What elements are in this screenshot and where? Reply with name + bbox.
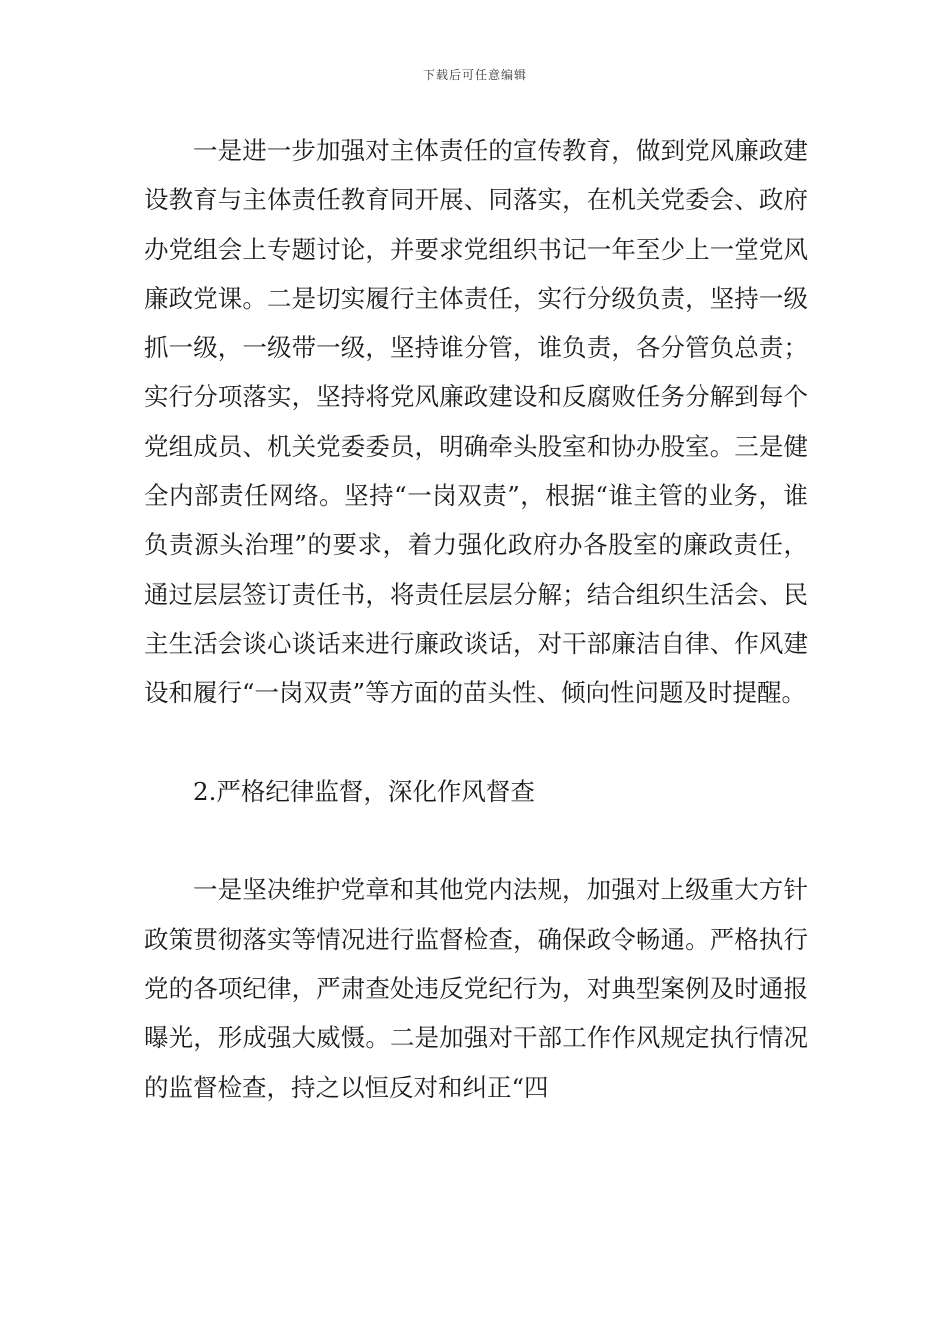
section-heading: 2.严格纪律监督，深化作风督查 — [193, 776, 535, 806]
paragraph-spacer — [144, 816, 808, 865]
paragraph-responsibility: 一是进一步加强对主体责任的宣传教育，做到党风廉政建设教育与主体责任教育同开展、同落实，在机关党委会、政府办党组会上专题讨论，并要求党组织书记一年至少上一堂党风廉政党课。二是切实履行主体责任，实行分级负责，坚持一级抓一级，一级带一级，坚持谁分管，谁负责，各分管负总责；实行分项落实，坚持将党风廉政建设和反腐败任务分解到每个党组成员、机关党委委员，明确牵头股室和协办股室。三是健全内部责任网络。坚持“一岗双责”，根据“谁主管的业务，谁负责源头治理”的要求，着力强化政府办各股室的廉政责任，通过层层签订责任书，将责任层层分解；结合组织生活会、民主生活会谈心谈话来进行廉政谈话，对干部廉洁自律、作风建设和履行“一岗双责”等方面的苗头性、倾向性问题及时提醒。 — [144, 136, 808, 708]
paragraph-discipline: 一是坚决维护党章和其他党内法规，加强对上级重大方针政策贯彻落实等情况进行监督检查，确保政令畅通。严格执行党的各项纪律，严肃查处违反党纪行为，对典型案例及时通报曝光，形成强大威慑。二是加强对干部工作作风规定执行情况的监督检查，持之以恒反对和纠正“四 — [144, 875, 808, 1102]
page-header-note: 下载后可任意编辑 — [422, 68, 527, 82]
paragraph-spacer — [144, 718, 808, 767]
document-body — [144, 126, 808, 1112]
